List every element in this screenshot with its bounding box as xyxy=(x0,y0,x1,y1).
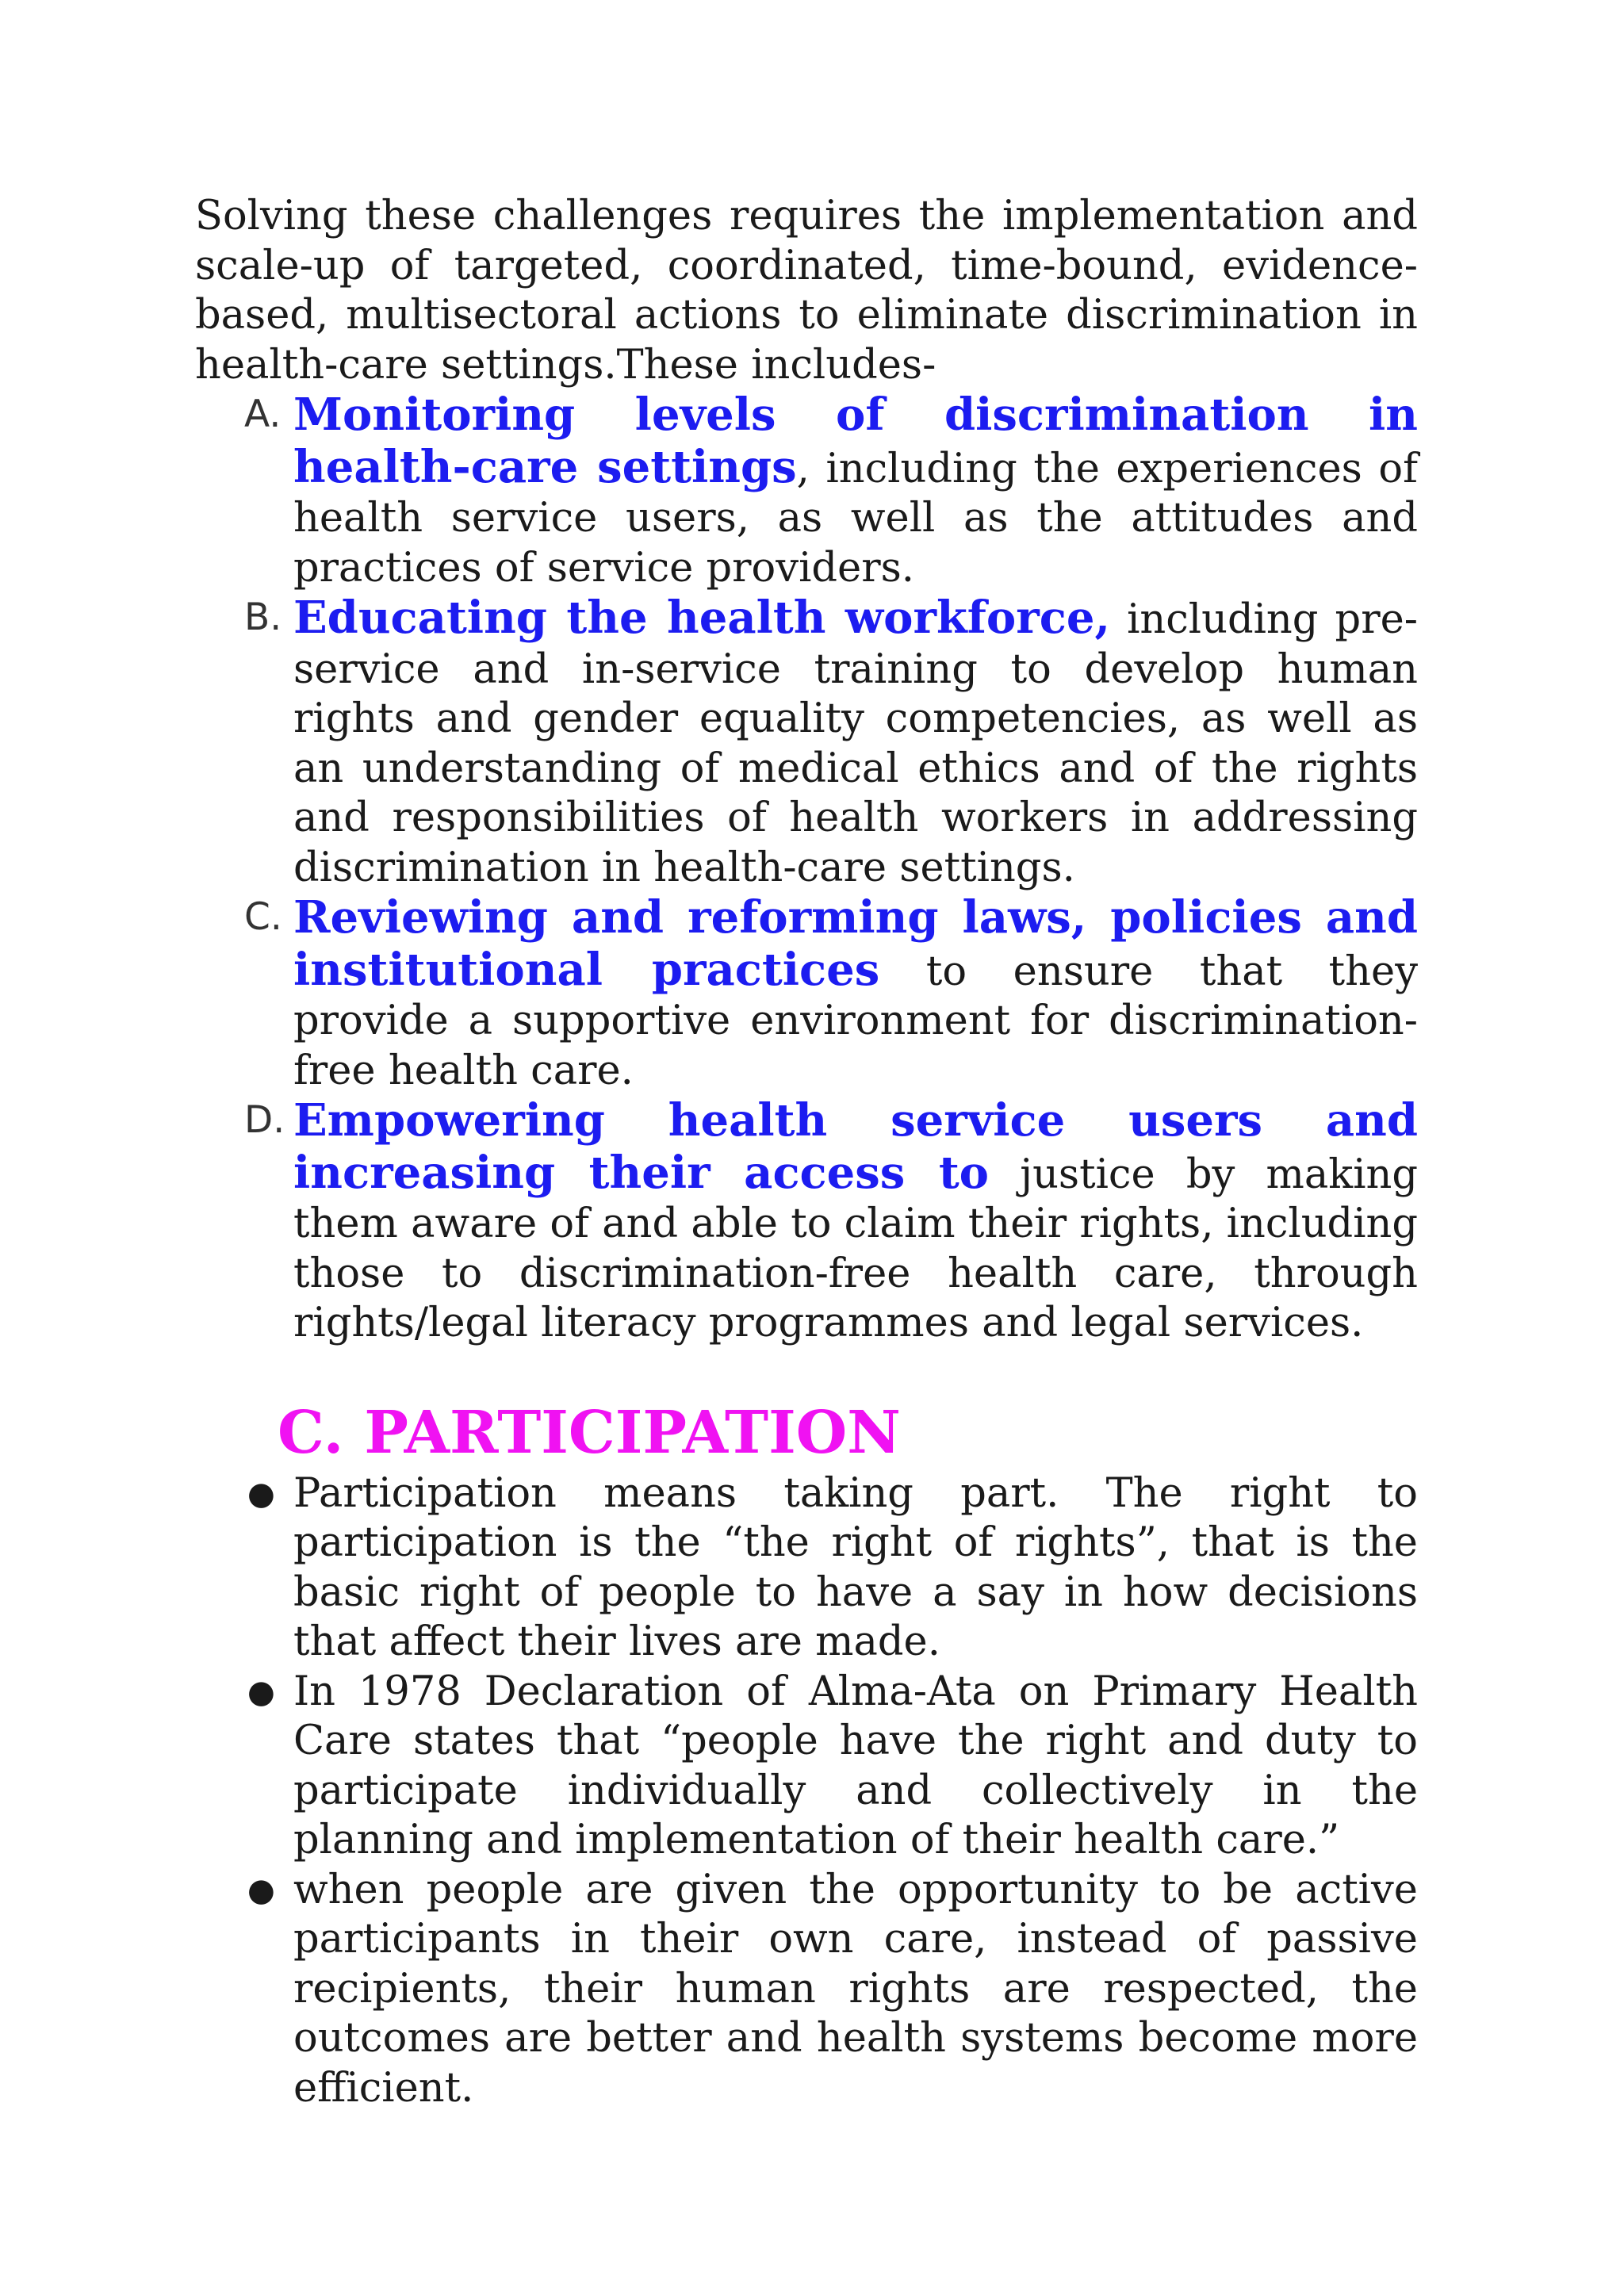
participation-bullet-list xyxy=(195,1469,1418,2114)
bullet-text: In 1978 Declaration of Alma-Ata on Primary Health Care states that “people have the right and duty to participate individually and collectively in the planning and implementation of their health care.” xyxy=(293,1668,1418,1863)
action-item-a xyxy=(195,390,1418,593)
action-item-b xyxy=(195,593,1418,893)
bullet-text: Participation means taking part. The right to participation is the “the right of rights”, that is the basic right of people to have a say in how decisions that affect their lives are made. xyxy=(293,1469,1418,1665)
action-text: including pre-service and in-service training to develop human rights and gender equality competencies, as well as an understanding of medical ethics and of the rights and responsibilities of health workers in addressing discrimination in health-care settings. xyxy=(293,596,1418,891)
section-heading xyxy=(195,1400,1418,1466)
action-text: justice by making them aware of and able to claim their rights, including those to discrimination-free health care, through rights/legal literacy programmes and legal services. xyxy=(293,1151,1418,1346)
action-list xyxy=(195,390,1418,1349)
action-heading: Empowering health service users and increasing their access to xyxy=(293,1094,1418,1199)
action-item-d xyxy=(195,1096,1418,1349)
list-marker: D. xyxy=(244,1098,285,1142)
list-marker: B. xyxy=(244,596,282,639)
bullet-dot-icon: ● xyxy=(247,1475,275,1512)
section-letter: C. xyxy=(278,1398,344,1467)
action-text: , including the experiences of health service users, as well as the attitudes and practices of service providers. xyxy=(293,445,1418,592)
bullet-dot-icon: ● xyxy=(247,1871,275,1909)
list-marker: A. xyxy=(244,393,282,436)
bullet-item xyxy=(195,1866,1418,2114)
section-title: PARTICIPATION xyxy=(364,1398,901,1467)
bullet-dot-icon: ● xyxy=(247,1673,275,1710)
action-text: to ensure that they provide a supportive environment for discrimination-free health care. xyxy=(293,948,1419,1094)
action-heading: Monitoring levels of discrimination in health-care settings xyxy=(293,389,1418,493)
bullet-text: when people are given the opportunity to be active participants in their own care, instead of passive recipients, their human rights are respected, the outcomes are better and health systems become more efficient. xyxy=(293,1866,1418,2112)
bullet-item xyxy=(195,1668,1418,1866)
action-item-c xyxy=(195,893,1418,1096)
bullet-item xyxy=(195,1469,1418,1668)
action-heading: Educating the health workforce, xyxy=(293,592,1110,644)
intro-paragraph: Solving these challenges requires the implementation and scale-up of targeted, coordinated, time-bound, evidence-based, multisectoral actions to eliminate discrimination in health-care settings.These includes- xyxy=(195,193,1418,389)
list-marker: C. xyxy=(244,895,282,939)
document-page xyxy=(195,192,1418,2113)
action-heading: Reviewing and reforming laws, policies and institutional practices xyxy=(293,891,1418,996)
